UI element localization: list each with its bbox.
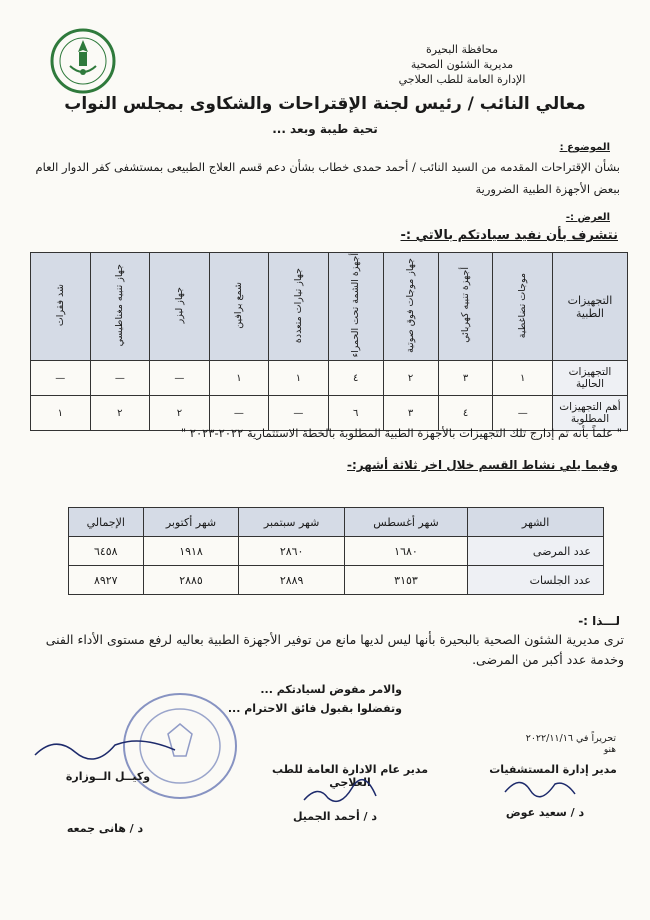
directorate: مديرية الشئون الصحية <box>410 58 514 71</box>
intro-text: نتشرف بأن نفيد سيادتكم بالاتي :- <box>400 228 618 243</box>
conclusion-label: لـــذا :- <box>578 614 620 628</box>
table-row <box>69 566 604 595</box>
table-cell: ٣ <box>383 396 438 431</box>
table-cell: ٢ <box>150 396 210 431</box>
equipment-column: جهاز تيارات متعددة <box>269 253 329 361</box>
equipment-header-row <box>31 253 628 361</box>
row-label: أهم التجهيزات المطلوبة <box>553 396 628 431</box>
handwritten-signature-icon <box>500 772 580 802</box>
table-cell: ٣ <box>438 361 493 396</box>
equipment-column: أجهزة الشمة تحت الحمراء <box>328 253 383 361</box>
table-cell: ١ <box>269 361 329 396</box>
table-cell: ٤ <box>438 396 493 431</box>
table-cell: — <box>269 396 329 431</box>
handwritten-signature-icon <box>30 730 180 770</box>
column-header: شهر سبتمبر <box>239 508 344 537</box>
governorate: محافظة البحيرة <box>426 43 498 56</box>
activity-title: وفيما يلي نشاط القسم خلال اخر ثلاثة أشهر:- <box>347 458 618 472</box>
equipment-column: شمع برافين <box>209 253 269 361</box>
table-row <box>31 361 628 396</box>
equipment-column: جهاز موجات فوق صوتية <box>383 253 438 361</box>
table-cell: ١ <box>493 361 553 396</box>
table-cell: — <box>90 361 150 396</box>
table-cell: ١ <box>209 361 269 396</box>
activity-table <box>68 507 604 595</box>
column-header: الشهر <box>468 508 604 537</box>
table-cell: — <box>493 396 553 431</box>
addressee-title: معالي النائب / رئيس لجنة الإقتراحات والشكاوى بمجلس النواب <box>64 94 586 114</box>
department: الإدارة العامة للطب العلاجي <box>398 73 526 86</box>
activity-header-row <box>69 508 604 537</box>
signature-name-undersecretary: د / هانى جمعه <box>66 822 144 835</box>
equipment-column: أجهزة تنبيه كهربائي <box>438 253 493 361</box>
subject-text: بشأن الإقتراحات المقدمه من السيد النائب / أحمد حمدى خطاب بشأن دعم قسم العلاج الطبيعى بمستشفى كفر الدوار العام ببعض الأجهزة الطبية الضرورية <box>35 160 620 196</box>
signature-title-undersecretary: وكيــل الــوزارة <box>65 770 151 783</box>
table-cell: ٣١٥٣ <box>344 566 467 595</box>
letterhead <box>352 42 572 87</box>
table-cell: ٢ <box>90 396 150 431</box>
row-label: عدد الجلسات <box>468 566 604 595</box>
table-cell: — <box>150 361 210 396</box>
table-cell: ١ <box>31 396 91 431</box>
column-header: شهر أكتوبر <box>143 508 239 537</box>
equipment-corner: التجهيزات الطبية <box>553 253 628 361</box>
closing-line-2: وتفضلوا بقبول فائق الاحترام ... <box>227 702 402 715</box>
signature-name-hospitals: د / سعيد عوض <box>505 806 585 819</box>
equipment-table <box>30 252 628 431</box>
investment-plan-note: " علماً بأنه تم إدارج تلك التجهيزات بالأجهزة الطبية المطلوبة بالخطة الاستثمارية ٢٠٢٢-٢٠٢٣ " <box>180 426 622 440</box>
table-cell: ٢٨٦٠ <box>239 537 344 566</box>
table-cell: ٢ <box>383 361 438 396</box>
table-cell: — <box>31 361 91 396</box>
table-cell: ٦ <box>328 396 383 431</box>
table-cell: ٤ <box>328 361 383 396</box>
date-line: تحريراً في ٢٠٢٢/١١/١٦ <box>525 733 616 744</box>
equipment-column: شد فقرات <box>31 253 91 361</box>
date-line-2: هنو <box>603 745 616 755</box>
column-header: الإجمالي <box>69 508 144 537</box>
table-cell: ١٦٨٠ <box>344 537 467 566</box>
table-cell: — <box>209 396 269 431</box>
table-cell: ٢٨٨٥ <box>143 566 239 595</box>
table-cell: ٢٨٨٩ <box>239 566 344 595</box>
equipment-column: جهاز تنبيه مغناطيسي <box>90 253 150 361</box>
row-label: عدد المرضى <box>468 537 604 566</box>
table-row <box>69 537 604 566</box>
offer-label: العرض :- <box>565 212 610 223</box>
ministry-logo-icon <box>48 26 118 96</box>
equipment-column: موجات تضاغطية <box>493 253 553 361</box>
greeting: تحية طيبة وبعد ... <box>272 122 378 136</box>
closing-line-1: والامر مفوض لسيادتكم ... <box>260 683 402 696</box>
table-cell: ١٩١٨ <box>143 537 239 566</box>
table-cell: ٨٩٢٧ <box>69 566 144 595</box>
signature-title-curative: مدير عام الادارة العامة للطب العلاجي <box>271 763 429 789</box>
table-cell: ٦٤٥٨ <box>69 537 144 566</box>
subject-label: الموضوع : <box>559 142 610 153</box>
row-label: التجهيزات الحالية <box>553 361 628 396</box>
signature-title-hospitals: مدير إدارة المستشفيات <box>489 763 617 776</box>
column-header: شهر أغسطس <box>344 508 467 537</box>
signature-name-curative: د / أحمد الجميل <box>292 810 378 823</box>
handwritten-signature-icon <box>300 778 380 808</box>
conclusion-text: ترى مديرية الشئون الصحية بالبحيرة بأنها ليس لديها مانع من توفير الأجهزة الطبية بعاليه لرفع مستوى الأداء الفنى وخدمة عدد أكبر من المرضى. <box>45 632 624 667</box>
equipment-column: جهاز ليزر <box>150 253 210 361</box>
